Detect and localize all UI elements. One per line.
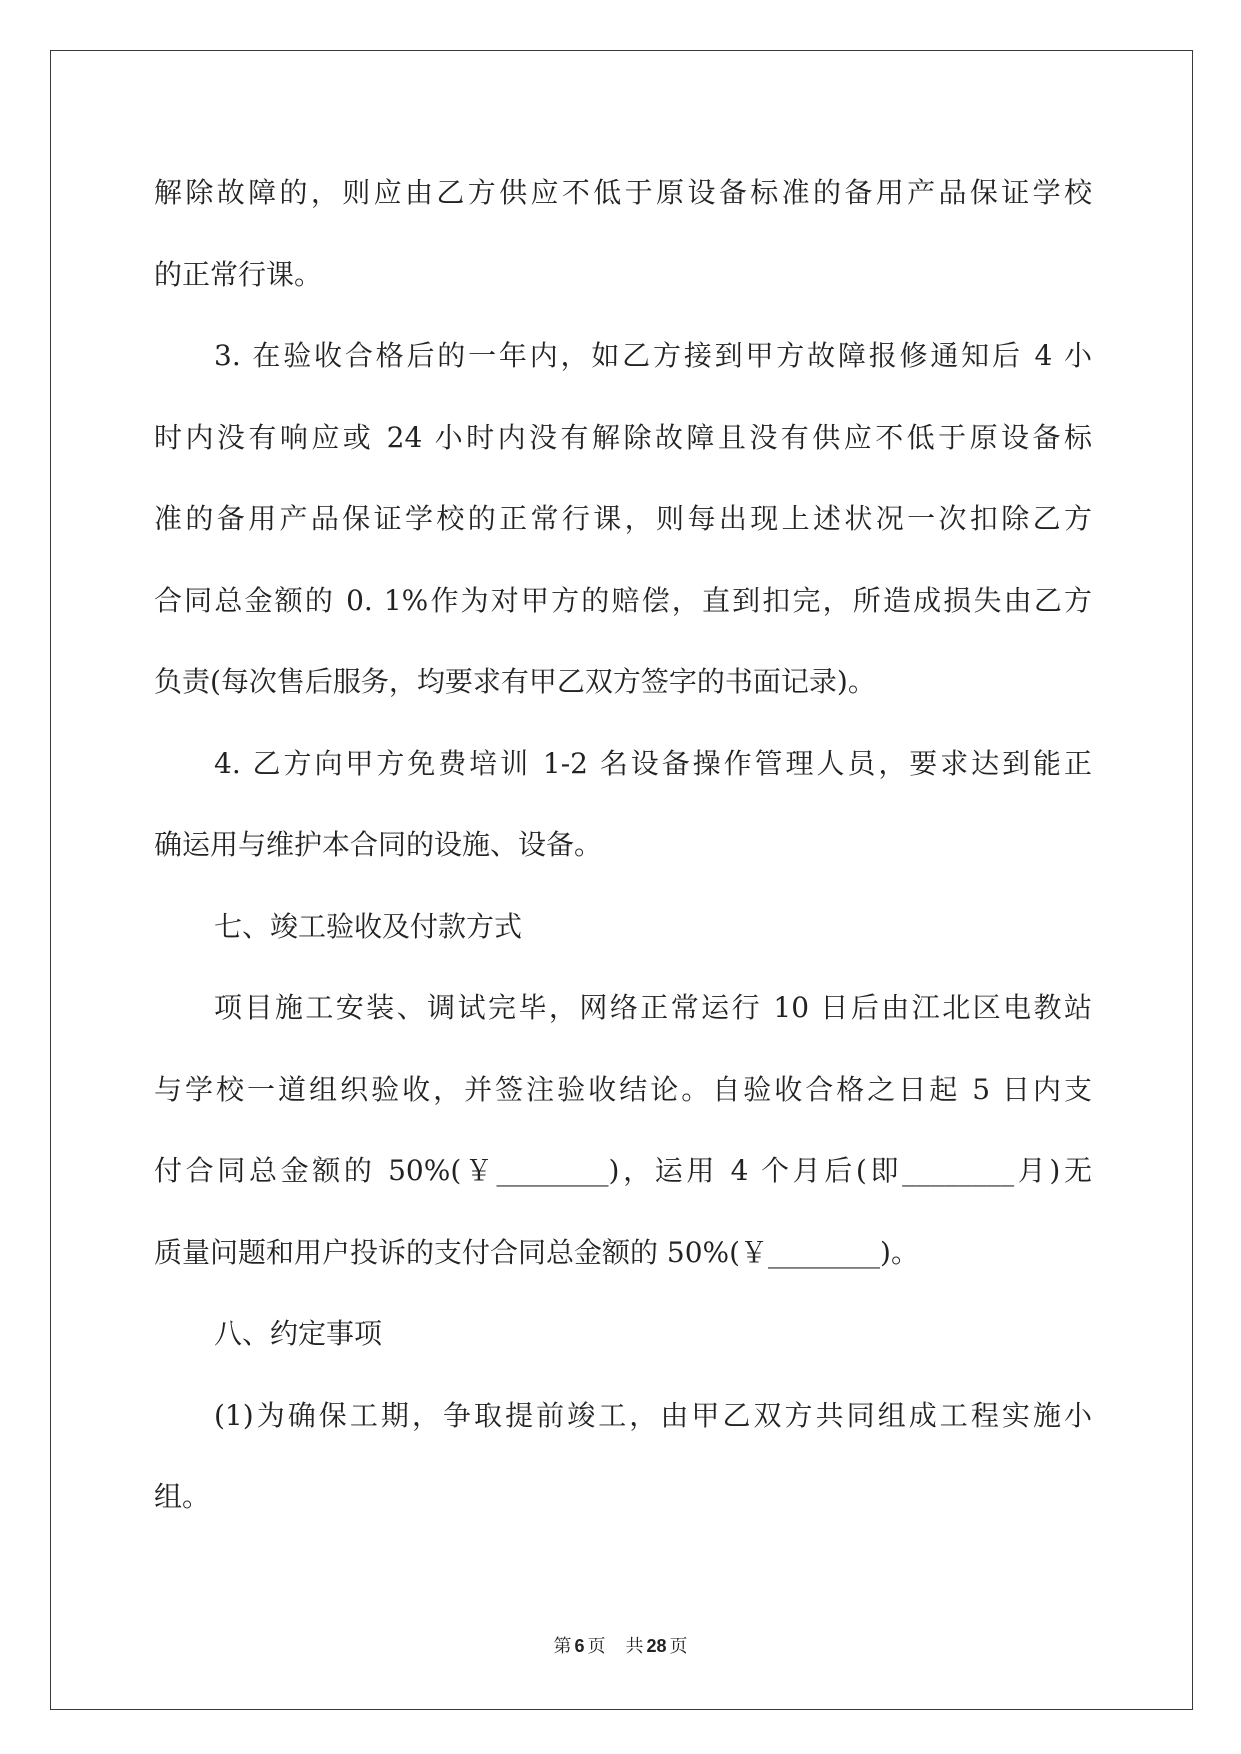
section-heading [154, 1293, 1092, 1375]
paragraph [154, 967, 1092, 1293]
paragraph [154, 723, 1092, 886]
footer-total-unit: 页 [669, 1636, 688, 1657]
text-line: 解除故障的，则应由乙方供应不低于原设备标准的备用产品保证学校 [154, 176, 1092, 209]
paragraph [154, 152, 1092, 315]
text-line: 项目施工安装、调试完毕，网络正常运行 10 日后由江北区电教站 [214, 991, 1092, 1024]
footer-page-unit: 页 [587, 1636, 606, 1657]
text-line: 准的备用产品保证学校的正常行课，则每出现上述状况一次扣除乙方 [154, 502, 1092, 535]
text-line: 组。 [154, 1480, 211, 1513]
page-footer [0, 1632, 1241, 1658]
text-line: 付合同总金额的 50%(￥________)，运用 4 个月后(即________月)无 [154, 1154, 1092, 1187]
footer-total-prefix: 共 [625, 1636, 644, 1657]
document-body [154, 152, 1092, 1538]
text-line: 与学校一道组织验收，并签注验收结论。自验收合格之日起 5 日内支 [154, 1072, 1092, 1106]
text-line: 3. 在验收合格后的一年内，如乙方接到甲方故障报修通知后 4 小 [214, 339, 1092, 372]
footer-prefix: 第 [553, 1636, 572, 1657]
paragraph [154, 1375, 1092, 1538]
text-line: 确运用与维护本合同的设施、设备。 [154, 828, 603, 861]
text-line: 时内没有响应或 24 小时内没有解除故障且没有供应不低于原设备标 [154, 420, 1092, 454]
text-line: (1)为确保工期，争取提前竣工，由甲乙双方共同组成工程实施小 [214, 1398, 1092, 1432]
section-heading [154, 886, 1092, 968]
text-line: 4. 乙方向甲方免费培训 1-2 名设备操作管理人员，要求达到能正 [214, 746, 1092, 780]
text-line: 负责(每次售后服务，均要求有甲乙双方签字的书面记录)。 [154, 665, 876, 698]
text-line: 的正常行课。 [154, 257, 323, 291]
section-heading-text: 八、约定事项 [214, 1317, 383, 1350]
current-page-number: 6 [574, 1636, 585, 1656]
paragraph [154, 315, 1092, 723]
text-line: 质量问题和用户投诉的支付合同总金额的 50%(￥________)。 [154, 1235, 919, 1269]
text-line: 合同总金额的 0. 1%作为对甲方的赔偿，直到扣完，所造成损失由乙方 [154, 583, 1092, 617]
total-page-count: 28 [646, 1636, 667, 1656]
section-heading-text: 七、竣工验收及付款方式 [214, 909, 523, 943]
